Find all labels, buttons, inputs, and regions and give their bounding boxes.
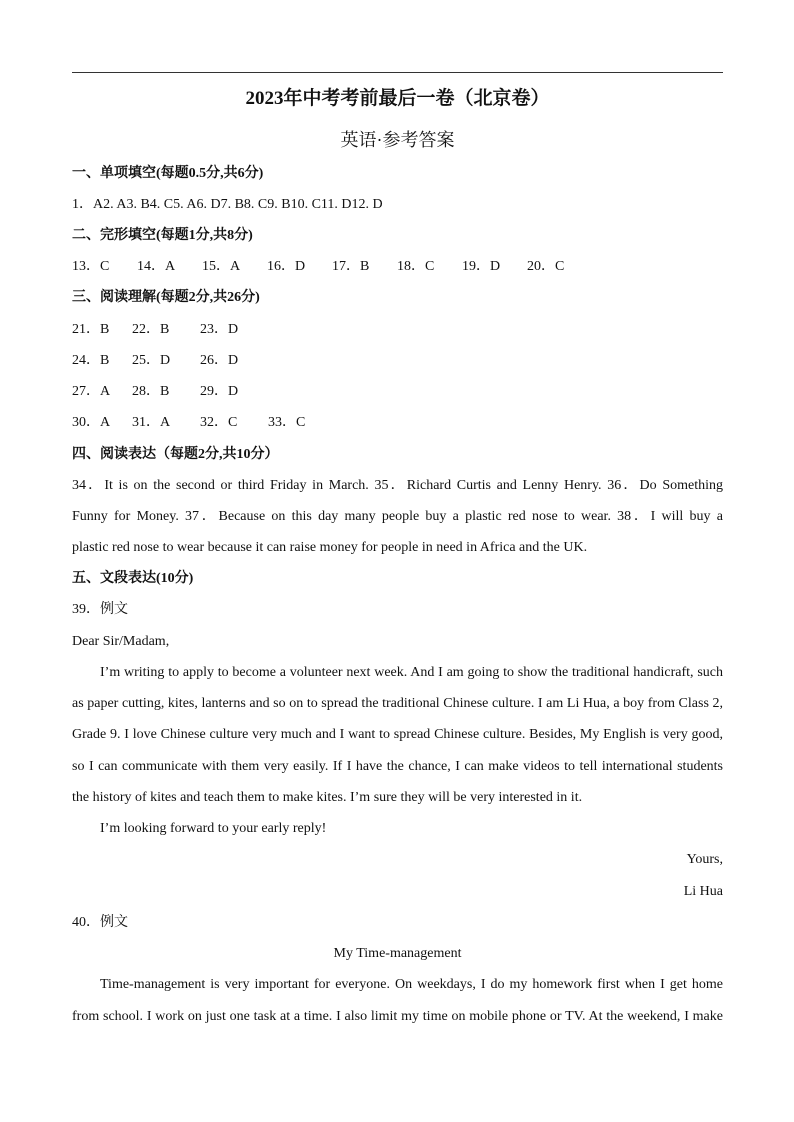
q40-label: 40．例文 xyxy=(72,915,128,930)
section2-heading: 二、完形填空(每题1分,共8分) xyxy=(72,228,253,243)
answer-item: 15．A xyxy=(202,259,241,274)
answer-item: 17．B xyxy=(332,259,370,274)
page-title: 2023年中考考前最后一卷（北京卷） xyxy=(245,88,550,109)
answer-item: 33．C xyxy=(268,415,306,430)
section1-answers: 1．A2. A3. B4. C5. A6. D7. B8. C9. B10. C11. D12. D xyxy=(72,197,383,212)
answer-item: 22．B xyxy=(132,322,170,337)
section3-row xyxy=(72,413,723,433)
section4-line: plastic red nose to wear because it can raise money for people in need in Africa and the UK. xyxy=(72,540,588,555)
q40-title: My Time-management xyxy=(333,946,462,961)
q39-body-line: Grade 9. I love Chinese culture very much and I want to spread Chinese culture. Besides, My English is very good, xyxy=(72,727,723,742)
q39-closing-line: I’m looking forward to your early reply! xyxy=(100,821,327,836)
q39-body-line: as paper cutting, kites, lanterns and so on to spread the traditional Chinese culture. I am Li Hua, a boy from Class 2, xyxy=(72,696,723,711)
answer-item: 16．D xyxy=(267,259,306,274)
q40-body-line: Time-management is very important for everyone. On weekdays, I do my homework first when I get home xyxy=(100,977,723,992)
answer-item: 29．D xyxy=(200,384,239,399)
answer-item: 21．B xyxy=(72,322,110,337)
q39-body-line: the history of kites and teach them to make kites. I’m sure they will be very interested in it. xyxy=(72,790,583,805)
q39-body-line: I’m writing to apply to become a volunteer next week. And I am going to show the traditional handicraft, such xyxy=(100,665,723,680)
q40-body-line: from school. I work on just one task at a time. I also limit my time on mobile phone or TV. At the weekend, I make xyxy=(72,1009,723,1024)
answer-item: 32．C xyxy=(200,415,238,430)
section4-line: Funny for Money. 37．Because on this day many people buy a plastic red nose to wear. 38．I will buy a xyxy=(72,509,723,524)
answer-item: 19．D xyxy=(462,259,501,274)
answer-item: 26．D xyxy=(200,353,239,368)
answer-item: 24．B xyxy=(72,353,110,368)
q39-label: 39．例文 xyxy=(72,602,128,617)
section4-heading: 四、阅读表达（每题2分,共10分） xyxy=(72,447,279,462)
section4-line: 34．It is on the second or third Friday in March. 35．Richard Curtis and Lenny Henry. 36．Do Something xyxy=(72,478,723,493)
answer-item: 30．A xyxy=(72,415,111,430)
answer-item: 25．D xyxy=(132,353,171,368)
section3-heading: 三、阅读理解(每题2分,共26分) xyxy=(72,290,260,305)
answer-item: 20．C xyxy=(527,259,565,274)
document-page xyxy=(72,0,723,1122)
answer-item: 28．B xyxy=(132,384,170,399)
section3-row xyxy=(72,351,723,371)
q39-body-line: so I can communicate with them very easily. If I have the chance, I can make videos to tell international students xyxy=(72,759,723,774)
answer-item: 18．C xyxy=(397,259,435,274)
answer-item: 13．C xyxy=(72,259,110,274)
answer-item: 23．D xyxy=(200,322,239,337)
answer-item: 31．A xyxy=(132,415,171,430)
answer-item: 27．A xyxy=(72,384,111,399)
section1-heading: 一、单项填空(每题0.5分,共6分) xyxy=(72,166,264,181)
page-subtitle: 英语·参考答案 xyxy=(340,130,455,150)
section5-heading: 五、文段表达(10分) xyxy=(72,571,194,586)
q39-signature: Li Hua xyxy=(683,884,723,899)
section3-row xyxy=(72,320,723,340)
answer-item: 14．A xyxy=(137,259,176,274)
q39-salutation: Dear Sir/Madam, xyxy=(72,634,170,649)
section2-answers xyxy=(72,257,723,277)
q39-signoff: Yours, xyxy=(686,852,723,867)
header-rule xyxy=(72,72,723,73)
section3-row xyxy=(72,382,723,402)
